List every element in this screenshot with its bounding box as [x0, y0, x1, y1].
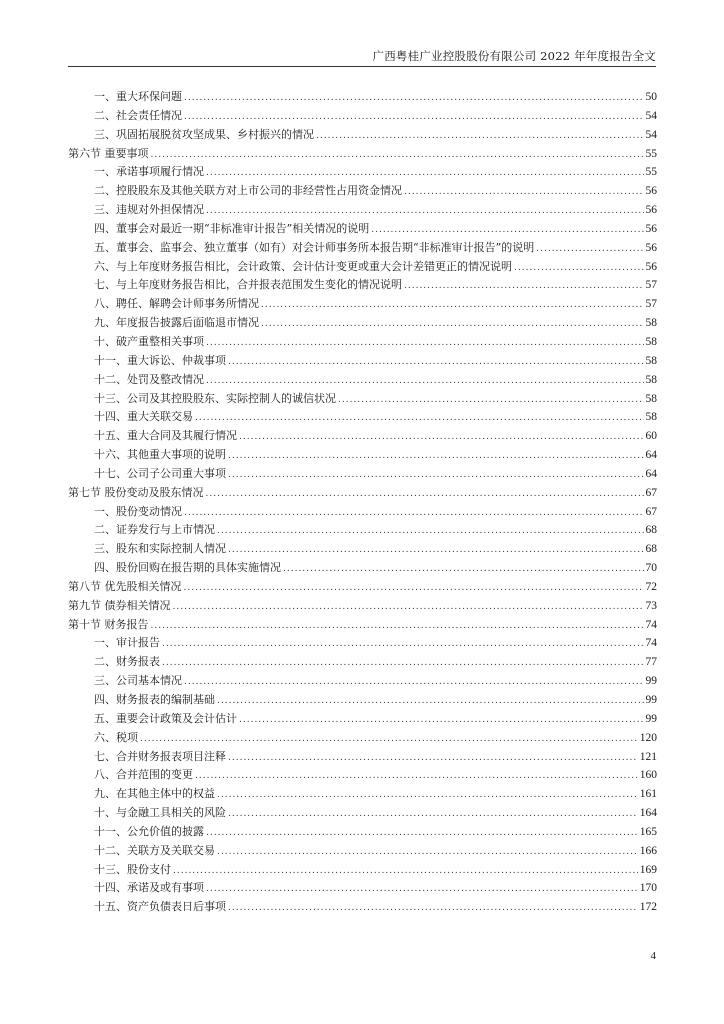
toc-subsection-entry[interactable]	[68, 427, 657, 446]
toc-entry-page: 58	[645, 373, 657, 386]
toc-dot-leader	[195, 767, 638, 786]
toc-entry-page: 58	[645, 411, 657, 424]
toc-entry-page: 165	[639, 825, 657, 838]
toc-entry-title: 一、股份变动情况	[94, 504, 182, 518]
toc-dot-leader	[283, 560, 644, 579]
toc-dot-leader	[206, 334, 644, 353]
toc-entry-page: 57	[645, 279, 657, 292]
toc-subsection-entry[interactable]	[68, 785, 657, 804]
toc-dot-leader	[239, 711, 644, 730]
toc-subsection-entry[interactable]	[68, 634, 657, 653]
toc-entry-page: 172	[639, 901, 657, 914]
toc-dot-leader	[228, 749, 638, 768]
toc-entry-page: 77	[645, 656, 657, 669]
toc-entry-title: 二、财务报表	[94, 655, 160, 669]
toc-entry-page: 99	[645, 694, 657, 706]
toc-entry-page: 74	[645, 618, 657, 631]
toc-dot-leader	[206, 485, 644, 504]
toc-entry-title: 十一、公允价值的披露	[94, 824, 204, 838]
toc-section-entry[interactable]	[68, 578, 657, 597]
toc-entry-title: 十二、处罚及整改情况	[94, 372, 204, 386]
toc-subsection-entry[interactable]	[68, 729, 657, 748]
toc-dot-leader	[228, 541, 644, 560]
toc-subsection-entry[interactable]	[68, 352, 657, 371]
toc-entry-page: 56	[645, 222, 657, 235]
toc-entry-page: 56	[645, 260, 657, 273]
table-of-contents	[68, 88, 657, 917]
toc-subsection-entry[interactable]	[68, 314, 657, 333]
toc-dot-leader	[217, 843, 638, 862]
toc-dot-leader	[239, 428, 644, 447]
toc-entry-page: 170	[639, 882, 657, 895]
toc-subsection-entry[interactable]	[68, 861, 657, 880]
toc-subsection-entry[interactable]	[68, 879, 657, 898]
toc-entry-title: 十四、承诺及或有事项	[94, 881, 204, 895]
toc-dot-leader	[404, 277, 644, 296]
toc-dot-leader	[206, 880, 638, 899]
toc-subsection-entry[interactable]	[68, 201, 657, 220]
toc-entry-title: 二、证券发行与上市情况	[94, 523, 215, 537]
toc-entry-title: 十六、其他重大事项的说明	[94, 448, 226, 462]
toc-entry-page: 56	[645, 185, 657, 198]
toc-entry-page: 64	[645, 449, 657, 462]
toc-entry-title: 第八节 优先股相关情况	[68, 579, 182, 593]
toc-entry-page: 120	[639, 731, 657, 744]
toc-dot-leader	[173, 862, 638, 881]
toc-subsection-entry[interactable]	[68, 371, 657, 390]
toc-entry-page: 50	[645, 91, 657, 103]
toc-subsection-entry[interactable]	[68, 258, 657, 277]
toc-dot-leader	[206, 824, 638, 843]
toc-entry-page: 58	[645, 335, 657, 348]
toc-entry-title: 第七节 股份变动及股东情况	[68, 485, 204, 499]
toc-subsection-entry[interactable]	[68, 653, 657, 672]
toc-dot-leader	[261, 296, 644, 315]
toc-entry-title: 十、与金融工具相关的风险	[94, 806, 226, 820]
toc-entry-title: 五、董事会、监事会、独立董事（如有）对会计师事务所本报告期“非标准审计报告”的说明	[94, 240, 535, 254]
toc-entry-title: 十一、重大诉讼、仲裁事项	[94, 353, 226, 367]
toc-entry-title: 十五、重大合同及其履行情况	[94, 429, 237, 443]
toc-subsection-entry[interactable]	[68, 710, 657, 729]
toc-subsection-entry[interactable]	[68, 163, 657, 182]
toc-dot-leader	[206, 164, 644, 183]
toc-subsection-entry[interactable]	[68, 766, 657, 785]
toc-entry-page: 58	[645, 392, 657, 405]
toc-dot-leader	[228, 805, 638, 824]
toc-subsection-entry[interactable]	[68, 390, 657, 409]
toc-dot-leader	[184, 673, 644, 692]
toc-subsection-entry[interactable]	[68, 503, 657, 522]
toc-entry-page: 164	[639, 807, 657, 820]
toc-entry-page: 57	[645, 298, 657, 311]
toc-entry-page: 68	[645, 524, 657, 537]
toc-dot-leader	[140, 730, 638, 749]
toc-entry-title: 一、承诺事项履行情况	[94, 165, 204, 179]
toc-entry-title: 三、违规对外担保情况	[94, 203, 204, 217]
toc-subsection-entry[interactable]	[68, 672, 657, 691]
toc-entry-title: 一、审计报告	[94, 636, 160, 650]
page-number: 4	[650, 950, 656, 962]
toc-entry-title: 六、与上年度财务报告相比，会计政策、会计估计变更或重大会计差错更正的情况说明	[94, 259, 512, 273]
toc-dot-leader	[184, 504, 644, 523]
toc-entry-page: 54	[645, 128, 657, 141]
toc-entry-page: 58	[645, 317, 657, 330]
toc-entry-page: 56	[645, 241, 657, 254]
toc-dot-leader	[217, 692, 644, 711]
toc-entry-title: 一、重大环保问题	[94, 90, 182, 103]
toc-dot-leader	[151, 146, 644, 165]
toc-entry-title: 十二、关联方及关联交易	[94, 843, 215, 857]
toc-dot-leader	[536, 240, 643, 259]
toc-dot-leader	[371, 221, 643, 240]
toc-section-entry[interactable]	[68, 616, 657, 635]
toc-entry-title: 四、股份回购在报告期的具体实施情况	[94, 561, 281, 575]
toc-entry-title: 三、股东和实际控制人情况	[94, 542, 226, 556]
toc-subsection-entry[interactable]	[68, 107, 657, 126]
toc-entry-title: 八、合并范围的变更	[94, 768, 193, 782]
toc-dot-leader	[228, 899, 638, 918]
toc-subsection-entry[interactable]	[68, 295, 657, 314]
toc-entry-title: 第九节 债券相关情况	[68, 598, 171, 612]
toc-entry-title: 第六节 重要事项	[68, 146, 149, 160]
toc-entry-title: 八、聘任、解聘会计师事务所情况	[94, 297, 259, 311]
toc-entry-title: 十四、重大关联交易	[94, 410, 193, 424]
toc-entry-page: 72	[645, 580, 657, 593]
toc-dot-leader	[184, 108, 644, 127]
toc-subsection-entry[interactable]	[68, 220, 657, 239]
toc-entry-title: 第十节 财务报告	[68, 617, 149, 631]
toc-dot-leader	[514, 259, 644, 278]
toc-entry-title: 七、与上年度财务报告相比，合并报表范围发生变化的情况说明	[94, 278, 402, 292]
toc-subsection-entry[interactable]	[68, 408, 657, 427]
toc-entry-title: 三、公司基本情况	[94, 674, 182, 688]
header-divider	[68, 66, 656, 67]
toc-subsection-entry[interactable]	[68, 521, 657, 540]
toc-entry-page: 55	[645, 147, 657, 160]
toc-entry-title: 四、财务报表的编制基础	[94, 693, 215, 706]
toc-entry-title: 十、破产重整相关事项	[94, 334, 204, 348]
toc-dot-leader	[217, 786, 638, 805]
toc-dot-leader	[261, 315, 644, 334]
toc-dot-leader	[151, 617, 644, 636]
toc-entry-title: 十七、公司子公司重大事项	[94, 466, 226, 480]
toc-entry-page: 70	[645, 562, 657, 575]
toc-entry-page: 161	[639, 788, 657, 801]
toc-entry-title: 十三、公司及其控股股东、实际控制人的诚信状况	[94, 391, 336, 405]
toc-entry-page: 67	[645, 505, 657, 518]
toc-subsection-entry[interactable]	[68, 182, 657, 201]
toc-dot-leader	[228, 466, 644, 485]
toc-dot-leader	[184, 89, 644, 108]
toc-entry-page: 56	[645, 204, 657, 217]
toc-subsection-entry[interactable]	[68, 691, 657, 710]
toc-entry-title: 二、控股股东及其他关联方对上市公司的非经营性占用资金情况	[94, 184, 402, 198]
toc-subsection-entry[interactable]	[68, 465, 657, 484]
toc-subsection-entry[interactable]	[68, 126, 657, 145]
toc-dot-leader	[228, 447, 644, 466]
toc-entry-page: 58	[645, 354, 657, 367]
toc-section-entry[interactable]	[68, 484, 657, 503]
toc-entry-title: 三、巩固拓展脱贫攻坚成果、乡村振兴的情况	[94, 127, 314, 141]
toc-dot-leader	[338, 391, 644, 410]
toc-subsection-entry[interactable]	[68, 239, 657, 258]
page-header-title: 广西粤桂广业控股股份有限公司 2022 年年度报告全文	[372, 49, 656, 63]
toc-entry-title: 六、税项	[94, 730, 138, 744]
toc-subsection-entry[interactable]	[68, 842, 657, 861]
toc-dot-leader	[228, 353, 644, 372]
toc-subsection-entry[interactable]	[68, 333, 657, 352]
toc-subsection-entry[interactable]	[68, 898, 657, 917]
toc-entry-title: 七、合并财务报表项目注释	[94, 749, 226, 763]
toc-entry-title: 四、董事会对最近一期“非标准审计报告”相关情况的说明	[94, 221, 370, 235]
toc-dot-leader	[184, 579, 644, 598]
toc-subsection-entry[interactable]	[68, 748, 657, 767]
toc-entry-page: 64	[645, 467, 657, 480]
toc-subsection-entry[interactable]	[68, 804, 657, 823]
toc-dot-leader	[195, 409, 644, 428]
toc-subsection-entry[interactable]	[68, 446, 657, 465]
toc-dot-leader	[404, 183, 644, 202]
toc-entry-title: 二、社会责任情况	[94, 108, 182, 122]
toc-subsection-entry[interactable]	[68, 88, 657, 107]
toc-dot-leader	[173, 598, 644, 617]
toc-entry-title: 九、在其他主体中的权益	[94, 787, 215, 801]
toc-entry-page: 160	[639, 769, 657, 782]
toc-dot-leader	[162, 654, 644, 673]
toc-subsection-entry[interactable]	[68, 559, 657, 578]
toc-entry-title: 十五、资产负债表日后事项	[94, 900, 226, 914]
toc-dot-leader	[162, 635, 644, 654]
toc-entry-page: 55	[645, 166, 657, 179]
toc-subsection-entry[interactable]	[68, 823, 657, 842]
toc-entry-title: 五、重要会计政策及会计估计	[94, 711, 237, 725]
toc-section-entry[interactable]	[68, 597, 657, 616]
toc-entry-title: 九、年度报告披露后面临退市情况	[94, 316, 259, 330]
toc-entry-page: 121	[639, 750, 657, 763]
toc-dot-leader	[206, 202, 644, 221]
toc-entry-page: 73	[645, 599, 657, 612]
toc-dot-leader	[206, 372, 644, 391]
toc-subsection-entry[interactable]	[68, 540, 657, 559]
toc-entry-page: 74	[645, 637, 657, 650]
toc-entry-page: 99	[645, 675, 657, 688]
toc-section-entry[interactable]	[68, 145, 657, 164]
toc-entry-page: 60	[645, 430, 657, 443]
toc-subsection-entry[interactable]	[68, 276, 657, 295]
toc-entry-page: 67	[645, 486, 657, 499]
toc-entry-page: 166	[639, 844, 657, 857]
toc-entry-page: 169	[639, 863, 657, 876]
toc-dot-leader	[316, 127, 644, 146]
toc-entry-page: 68	[645, 543, 657, 556]
toc-entry-title: 十三、股份支付	[94, 862, 171, 876]
toc-entry-page: 54	[645, 109, 657, 122]
toc-entry-page: 99	[645, 712, 657, 725]
toc-dot-leader	[217, 522, 644, 541]
